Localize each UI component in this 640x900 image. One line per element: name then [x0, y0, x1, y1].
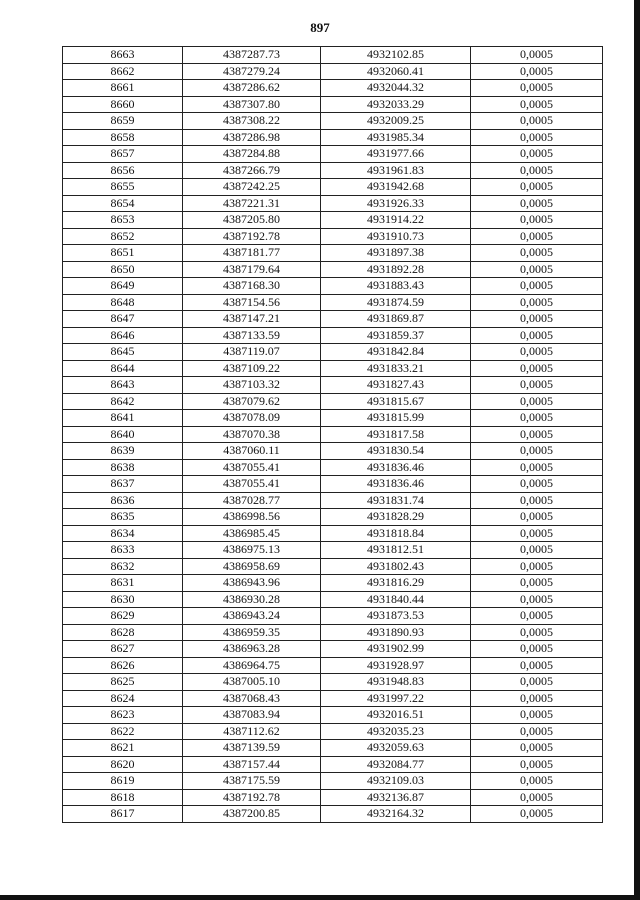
y-coordinate-cell: 4932084.77	[321, 756, 471, 773]
x-coordinate-cell: 4387112.62	[183, 723, 321, 740]
x-coordinate-cell: 4386998.56	[183, 509, 321, 526]
y-coordinate-cell: 4931833.21	[321, 360, 471, 377]
point-number-cell: 8630	[63, 591, 183, 608]
table-row	[63, 228, 603, 245]
x-coordinate-cell: 4386964.75	[183, 657, 321, 674]
y-coordinate-cell: 4931910.73	[321, 228, 471, 245]
accuracy-cell: 0,0005	[471, 674, 603, 691]
accuracy-cell: 0,0005	[471, 146, 603, 163]
point-number-cell: 8619	[63, 773, 183, 790]
x-coordinate-cell: 4387279.24	[183, 63, 321, 80]
point-number-cell: 8621	[63, 740, 183, 757]
point-number-cell: 8655	[63, 179, 183, 196]
x-coordinate-cell: 4387005.10	[183, 674, 321, 691]
point-number-cell: 8632	[63, 558, 183, 575]
point-number-cell: 8638	[63, 459, 183, 476]
accuracy-cell: 0,0005	[471, 327, 603, 344]
table-row	[63, 608, 603, 625]
point-number-cell: 8640	[63, 426, 183, 443]
table-row	[63, 96, 603, 113]
accuracy-cell: 0,0005	[471, 410, 603, 427]
table-row	[63, 723, 603, 740]
accuracy-cell: 0,0005	[471, 509, 603, 526]
accuracy-cell: 0,0005	[471, 525, 603, 542]
point-number-cell: 8622	[63, 723, 183, 740]
point-number-cell: 8646	[63, 327, 183, 344]
point-number-cell: 8629	[63, 608, 183, 625]
coordinates-table	[62, 46, 603, 823]
table-row	[63, 591, 603, 608]
x-coordinate-cell: 4387147.21	[183, 311, 321, 328]
accuracy-cell: 0,0005	[471, 591, 603, 608]
y-coordinate-cell: 4931869.87	[321, 311, 471, 328]
table-row	[63, 674, 603, 691]
x-coordinate-cell: 4387286.98	[183, 129, 321, 146]
table-row	[63, 740, 603, 757]
table-row	[63, 294, 603, 311]
point-number-cell: 8636	[63, 492, 183, 509]
accuracy-cell: 0,0005	[471, 806, 603, 823]
accuracy-cell: 0,0005	[471, 212, 603, 229]
point-number-cell: 8641	[63, 410, 183, 427]
y-coordinate-cell: 4931926.33	[321, 195, 471, 212]
y-coordinate-cell: 4931874.59	[321, 294, 471, 311]
accuracy-cell: 0,0005	[471, 492, 603, 509]
accuracy-cell: 0,0005	[471, 476, 603, 493]
y-coordinate-cell: 4931840.44	[321, 591, 471, 608]
table-row	[63, 575, 603, 592]
x-coordinate-cell: 4387157.44	[183, 756, 321, 773]
y-coordinate-cell: 4932035.23	[321, 723, 471, 740]
accuracy-cell: 0,0005	[471, 542, 603, 559]
x-coordinate-cell: 4387078.09	[183, 410, 321, 427]
y-coordinate-cell: 4931827.43	[321, 377, 471, 394]
accuracy-cell: 0,0005	[471, 723, 603, 740]
x-coordinate-cell: 4387079.62	[183, 393, 321, 410]
point-number-cell: 8645	[63, 344, 183, 361]
accuracy-cell: 0,0005	[471, 443, 603, 460]
accuracy-cell: 0,0005	[471, 261, 603, 278]
table-row	[63, 476, 603, 493]
y-coordinate-cell: 4931985.34	[321, 129, 471, 146]
point-number-cell: 8659	[63, 113, 183, 130]
y-coordinate-cell: 4931818.84	[321, 525, 471, 542]
y-coordinate-cell: 4931902.99	[321, 641, 471, 658]
table-row	[63, 47, 603, 64]
table-row	[63, 245, 603, 262]
y-coordinate-cell: 4932009.25	[321, 113, 471, 130]
accuracy-cell: 0,0005	[471, 393, 603, 410]
point-number-cell: 8639	[63, 443, 183, 460]
table-row	[63, 113, 603, 130]
table-row	[63, 542, 603, 559]
accuracy-cell: 0,0005	[471, 575, 603, 592]
y-coordinate-cell: 4931831.74	[321, 492, 471, 509]
table-row	[63, 162, 603, 179]
table-row	[63, 377, 603, 394]
table-row	[63, 690, 603, 707]
table-row	[63, 179, 603, 196]
accuracy-cell: 0,0005	[471, 657, 603, 674]
y-coordinate-cell: 4932102.85	[321, 47, 471, 64]
x-coordinate-cell: 4387221.31	[183, 195, 321, 212]
x-coordinate-cell: 4386943.96	[183, 575, 321, 592]
x-coordinate-cell: 4387103.32	[183, 377, 321, 394]
x-coordinate-cell: 4387287.73	[183, 47, 321, 64]
y-coordinate-cell: 4932033.29	[321, 96, 471, 113]
point-number-cell: 8626	[63, 657, 183, 674]
table-row	[63, 63, 603, 80]
y-coordinate-cell: 4931859.37	[321, 327, 471, 344]
point-number-cell: 8624	[63, 690, 183, 707]
point-number-cell: 8631	[63, 575, 183, 592]
table-row	[63, 789, 603, 806]
point-number-cell: 8647	[63, 311, 183, 328]
accuracy-cell: 0,0005	[471, 162, 603, 179]
y-coordinate-cell: 4932060.41	[321, 63, 471, 80]
accuracy-cell: 0,0005	[471, 740, 603, 757]
point-number-cell: 8652	[63, 228, 183, 245]
x-coordinate-cell: 4387055.41	[183, 459, 321, 476]
y-coordinate-cell: 4931836.46	[321, 476, 471, 493]
point-number-cell: 8634	[63, 525, 183, 542]
table-row	[63, 360, 603, 377]
accuracy-cell: 0,0005	[471, 608, 603, 625]
y-coordinate-cell: 4932016.51	[321, 707, 471, 724]
point-number-cell: 8662	[63, 63, 183, 80]
accuracy-cell: 0,0005	[471, 641, 603, 658]
y-coordinate-cell: 4931890.93	[321, 624, 471, 641]
accuracy-cell: 0,0005	[471, 113, 603, 130]
y-coordinate-cell: 4931942.68	[321, 179, 471, 196]
x-coordinate-cell: 4387083.94	[183, 707, 321, 724]
x-coordinate-cell: 4387192.78	[183, 789, 321, 806]
accuracy-cell: 0,0005	[471, 344, 603, 361]
x-coordinate-cell: 4387192.78	[183, 228, 321, 245]
y-coordinate-cell: 4931830.54	[321, 443, 471, 460]
y-coordinate-cell: 4931897.38	[321, 245, 471, 262]
x-coordinate-cell: 4386958.69	[183, 558, 321, 575]
accuracy-cell: 0,0005	[471, 129, 603, 146]
y-coordinate-cell: 4931873.53	[321, 608, 471, 625]
table-row	[63, 344, 603, 361]
table-row	[63, 212, 603, 229]
point-number-cell: 8644	[63, 360, 183, 377]
accuracy-cell: 0,0005	[471, 294, 603, 311]
point-number-cell: 8653	[63, 212, 183, 229]
y-coordinate-cell: 4931828.29	[321, 509, 471, 526]
x-coordinate-cell: 4387308.22	[183, 113, 321, 130]
table-row	[63, 129, 603, 146]
x-coordinate-cell: 4387205.80	[183, 212, 321, 229]
table-row	[63, 707, 603, 724]
accuracy-cell: 0,0005	[471, 558, 603, 575]
x-coordinate-cell: 4387284.88	[183, 146, 321, 163]
y-coordinate-cell: 4932109.03	[321, 773, 471, 790]
point-number-cell: 8642	[63, 393, 183, 410]
table-row	[63, 80, 603, 97]
point-number-cell: 8628	[63, 624, 183, 641]
point-number-cell: 8661	[63, 80, 183, 97]
y-coordinate-cell: 4931842.84	[321, 344, 471, 361]
y-coordinate-cell: 4931892.28	[321, 261, 471, 278]
y-coordinate-cell: 4931815.67	[321, 393, 471, 410]
point-number-cell: 8617	[63, 806, 183, 823]
point-number-cell: 8658	[63, 129, 183, 146]
y-coordinate-cell: 4932164.32	[321, 806, 471, 823]
x-coordinate-cell: 4386975.13	[183, 542, 321, 559]
x-coordinate-cell: 4386943.24	[183, 608, 321, 625]
point-number-cell: 8637	[63, 476, 183, 493]
x-coordinate-cell: 4387109.22	[183, 360, 321, 377]
point-number-cell: 8635	[63, 509, 183, 526]
point-number-cell: 8657	[63, 146, 183, 163]
table-row	[63, 146, 603, 163]
point-number-cell: 8643	[63, 377, 183, 394]
point-number-cell: 8649	[63, 278, 183, 295]
point-number-cell: 8618	[63, 789, 183, 806]
accuracy-cell: 0,0005	[471, 773, 603, 790]
scan-bottom-edge	[0, 895, 640, 900]
point-number-cell: 8648	[63, 294, 183, 311]
x-coordinate-cell: 4387068.43	[183, 690, 321, 707]
table-row	[63, 657, 603, 674]
table-row	[63, 443, 603, 460]
table-row	[63, 459, 603, 476]
point-number-cell: 8623	[63, 707, 183, 724]
x-coordinate-cell: 4387242.25	[183, 179, 321, 196]
x-coordinate-cell: 4387307.80	[183, 96, 321, 113]
table-row	[63, 509, 603, 526]
y-coordinate-cell: 4931977.66	[321, 146, 471, 163]
y-coordinate-cell: 4931836.46	[321, 459, 471, 476]
x-coordinate-cell: 4386963.28	[183, 641, 321, 658]
coordinates-table-body	[63, 47, 603, 823]
table-row	[63, 393, 603, 410]
accuracy-cell: 0,0005	[471, 311, 603, 328]
accuracy-cell: 0,0005	[471, 278, 603, 295]
table-row	[63, 756, 603, 773]
page-number: 897	[310, 20, 330, 35]
y-coordinate-cell: 4931817.58	[321, 426, 471, 443]
x-coordinate-cell: 4387200.85	[183, 806, 321, 823]
table-row	[63, 492, 603, 509]
accuracy-cell: 0,0005	[471, 179, 603, 196]
point-number-cell: 8651	[63, 245, 183, 262]
table-row	[63, 525, 603, 542]
accuracy-cell: 0,0005	[471, 426, 603, 443]
x-coordinate-cell: 4387070.38	[183, 426, 321, 443]
point-number-cell: 8654	[63, 195, 183, 212]
x-coordinate-cell: 4387175.59	[183, 773, 321, 790]
point-number-cell: 8625	[63, 674, 183, 691]
y-coordinate-cell: 4931914.22	[321, 212, 471, 229]
y-coordinate-cell: 4931815.99	[321, 410, 471, 427]
x-coordinate-cell: 4387286.62	[183, 80, 321, 97]
accuracy-cell: 0,0005	[471, 80, 603, 97]
x-coordinate-cell: 4387168.30	[183, 278, 321, 295]
table-row	[63, 641, 603, 658]
x-coordinate-cell: 4386985.45	[183, 525, 321, 542]
accuracy-cell: 0,0005	[471, 789, 603, 806]
table-row	[63, 410, 603, 427]
y-coordinate-cell: 4932059.63	[321, 740, 471, 757]
table-row	[63, 806, 603, 823]
point-number-cell: 8620	[63, 756, 183, 773]
accuracy-cell: 0,0005	[471, 459, 603, 476]
x-coordinate-cell: 4386959.35	[183, 624, 321, 641]
x-coordinate-cell: 4387060.11	[183, 443, 321, 460]
x-coordinate-cell: 4387119.07	[183, 344, 321, 361]
x-coordinate-cell: 4386930.28	[183, 591, 321, 608]
point-number-cell: 8633	[63, 542, 183, 559]
y-coordinate-cell: 4931802.43	[321, 558, 471, 575]
y-coordinate-cell: 4931948.83	[321, 674, 471, 691]
y-coordinate-cell: 4932044.32	[321, 80, 471, 97]
x-coordinate-cell: 4387154.56	[183, 294, 321, 311]
y-coordinate-cell: 4931816.29	[321, 575, 471, 592]
x-coordinate-cell: 4387181.77	[183, 245, 321, 262]
point-number-cell: 8656	[63, 162, 183, 179]
x-coordinate-cell: 4387028.77	[183, 492, 321, 509]
accuracy-cell: 0,0005	[471, 63, 603, 80]
table-row	[63, 327, 603, 344]
accuracy-cell: 0,0005	[471, 690, 603, 707]
accuracy-cell: 0,0005	[471, 756, 603, 773]
x-coordinate-cell: 4387139.59	[183, 740, 321, 757]
table-row	[63, 195, 603, 212]
accuracy-cell: 0,0005	[471, 360, 603, 377]
point-number-cell: 8650	[63, 261, 183, 278]
x-coordinate-cell: 4387266.79	[183, 162, 321, 179]
table-row	[63, 426, 603, 443]
accuracy-cell: 0,0005	[471, 377, 603, 394]
accuracy-cell: 0,0005	[471, 707, 603, 724]
table-row	[63, 773, 603, 790]
x-coordinate-cell: 4387179.64	[183, 261, 321, 278]
y-coordinate-cell: 4931883.43	[321, 278, 471, 295]
y-coordinate-cell: 4931812.51	[321, 542, 471, 559]
y-coordinate-cell: 4932136.87	[321, 789, 471, 806]
table-row	[63, 278, 603, 295]
x-coordinate-cell: 4387055.41	[183, 476, 321, 493]
accuracy-cell: 0,0005	[471, 96, 603, 113]
table-row	[63, 261, 603, 278]
point-number-cell: 8663	[63, 47, 183, 64]
accuracy-cell: 0,0005	[471, 47, 603, 64]
accuracy-cell: 0,0005	[471, 195, 603, 212]
point-number-cell: 8627	[63, 641, 183, 658]
accuracy-cell: 0,0005	[471, 228, 603, 245]
scan-right-edge	[634, 0, 640, 900]
y-coordinate-cell: 4931928.97	[321, 657, 471, 674]
accuracy-cell: 0,0005	[471, 245, 603, 262]
x-coordinate-cell: 4387133.59	[183, 327, 321, 344]
table-row	[63, 624, 603, 641]
table-row	[63, 558, 603, 575]
table-row	[63, 311, 603, 328]
y-coordinate-cell: 4931997.22	[321, 690, 471, 707]
accuracy-cell: 0,0005	[471, 624, 603, 641]
y-coordinate-cell: 4931961.83	[321, 162, 471, 179]
point-number-cell: 8660	[63, 96, 183, 113]
